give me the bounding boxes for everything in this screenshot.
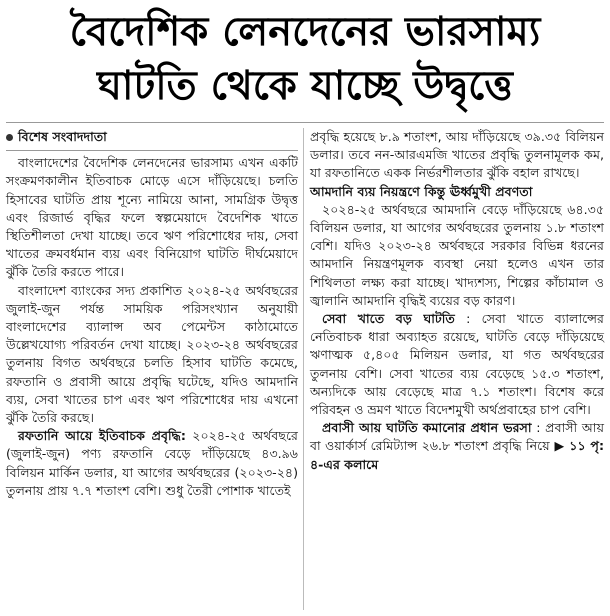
paragraph-text: ২০২৪-২৫ অর্থবছরে (জুলাই-জুন) পণ্য রফতানি বেড়ে দাঁড়িয়েছে ৪৩.৯৬ বিলিয়ন মার্কিন ডলার, যা আগের অর্থবছরের (২০২৩-২৪) তুলনায় প্রায় ৭.৭ শতাংশ বেশি। শুধু তৈরী পোশাক খাতেই bbox=[6, 428, 298, 498]
byline-rule bbox=[6, 150, 298, 151]
subheading: আমদানি ব্যয় নিয়ন্ত্রণে কিন্তু ঊর্ধ্বমুখী প্রবণতা bbox=[310, 183, 533, 199]
paragraph: বাংলাদেশের বৈদেশিক লেনদেনের ভারসাম্য এখন একটি সংক্রমণকালীন ইতিবাচক মোড়ে এসে দাঁড়িয়েছে। চলতি হিসাবের ঘাটতি প্রায় শূন্যে নামিয়ে আনা, সামগ্রিক উদ্বৃত্ত এবং রিজার্ভ বৃদ্ধির ফলে স্বল্পমেয়াদে বৈদেশিক খাতে স্থিতিশীলতা দেখা যাচ্ছে। তবে ঋণ পরিশোধের দায়, সেবা খাতের ক্রমবর্ধমান ব্যয় এবং বিনিয়োগ ঘাটতি দীর্ঘমেয়াদে ঝুঁকি তৈরি করতে পারে। bbox=[6, 155, 298, 280]
paragraph bbox=[6, 427, 298, 500]
headline bbox=[0, 4, 610, 112]
paragraph bbox=[310, 419, 604, 474]
subheading: সেবা খাতে বড় ঘাটতি bbox=[322, 311, 455, 327]
paragraph: প্রবৃদ্ধি হয়েছে ৮.৯ শতাংশ, আয় দাঁড়িয়েছে ৩৯.৩৫ বিলিয়ন ডলার। তবে নন-আরএমজি খাতের প্রবৃদ্ধি তুলনামূলক কম, যা রফতানিতে একক নির্ভরশীলতার ঝুঁকি বহাল রাখছে। bbox=[310, 129, 604, 181]
paragraph bbox=[310, 310, 604, 419]
subheading: রফতানি আয়ে ইতিবাচক প্রবৃদ্ধি: bbox=[18, 428, 186, 444]
byline bbox=[6, 128, 298, 146]
continued-on-page: ▶ ১১ পৃ: ৪-এর কলামে bbox=[310, 438, 604, 472]
paragraph-text: : সেবা খাতে ব্যালান্সের নেতিবাচক ধারা অব্যাহত রয়েছে, ঘাটতি বেড়ে দাঁড়িয়েছে ঋণাত্মক ৫,৪০৫ মিলিয়ন ডলার, যা গত অর্থবছরের তুলনায় বেশি। সেবা খাতের ব্যয় বেড়েছে ১৫.৩ শতাংশ, অন্যদিকে আয় বেড়েছে মাত্র ৭.১ শতাংশ। বিশেষ করে পরিবহন ও ভ্রমণ খাতে বিদেশমুখী অর্থপ্রবাহের চাপ বেশি। bbox=[310, 311, 604, 418]
headline-line-2: ঘাটতি থেকে যাচ্ছে উদ্বৃত্তে bbox=[97, 63, 513, 109]
headline-rule bbox=[6, 122, 604, 123]
column-divider bbox=[303, 128, 304, 610]
bullet-icon bbox=[6, 134, 13, 141]
article-column-left bbox=[6, 128, 298, 500]
paragraph: ২০২৪-২৫ অর্থবছরে আমদানি বেড়ে দাঁড়িয়েছে ৬৪.৩৫ বিলিয়ন ডলার, যা আগের অর্থবছরের তুলনায় ১.৮ শতাংশ বেশি। যদিও ২০২৩-২৪ অর্থবছরে সরকার বিভিন্ন ধরনের আমদানি নিয়ন্ত্রণমূলক ব্যবস্থা নেয়া হলেও এখন তার শিথিলতা লক্ষ্য করা যাচ্ছে। খাদ্যশস্য, শিল্পের কাঁচামাল ও জ্বালানি আমদানি বৃদ্ধিই ব্যয়ের বড় কারণ। bbox=[310, 201, 604, 308]
byline-text: বিশেষ সংবাদদাতা bbox=[18, 129, 107, 144]
paragraph: বাংলাদেশ ব্যাংকের সদ্য প্রকাশিত ২০২৪-২৫ অর্থবছরের জুলাই-জুন পর্যন্ত সাময়িক পরিসংখ্যান অনুযায়ী বাংলাদেশের ব্যালান্স অব পেমেন্টস কাঠামোতে উল্লেখযোগ্য পরিবর্তন দেখা যাচ্ছে। ২০২৩-২৪ অর্থবছরের তুলনায় বিগত অর্থবছরে চলতি হিসাব ঘাটতি কমেছে, রফতানি ও প্রবাসী আয়ে প্রবৃদ্ধি ঘটেছে, যদিও আমদানি ব্যয়, সেবা খাতের চাপ এবং ঋণ পরিশোধের দায় এখনো ঝুঁকি তৈরি করছে। bbox=[6, 282, 298, 426]
paragraph-text: : প্রবাসী আয় বা ওয়ার্কার্স রেমিট্যান্স ২৬.৮ শতাংশ প্রবৃদ্ধি নিয়ে bbox=[310, 420, 604, 454]
headline-line-1: বৈদেশিক লেনদেনের ভারসাম্য bbox=[69, 9, 541, 55]
subheading: প্রবাসী আয় ঘাটতি কমানোর প্রধান ভরসা bbox=[322, 420, 532, 436]
article-column-right bbox=[310, 128, 604, 474]
